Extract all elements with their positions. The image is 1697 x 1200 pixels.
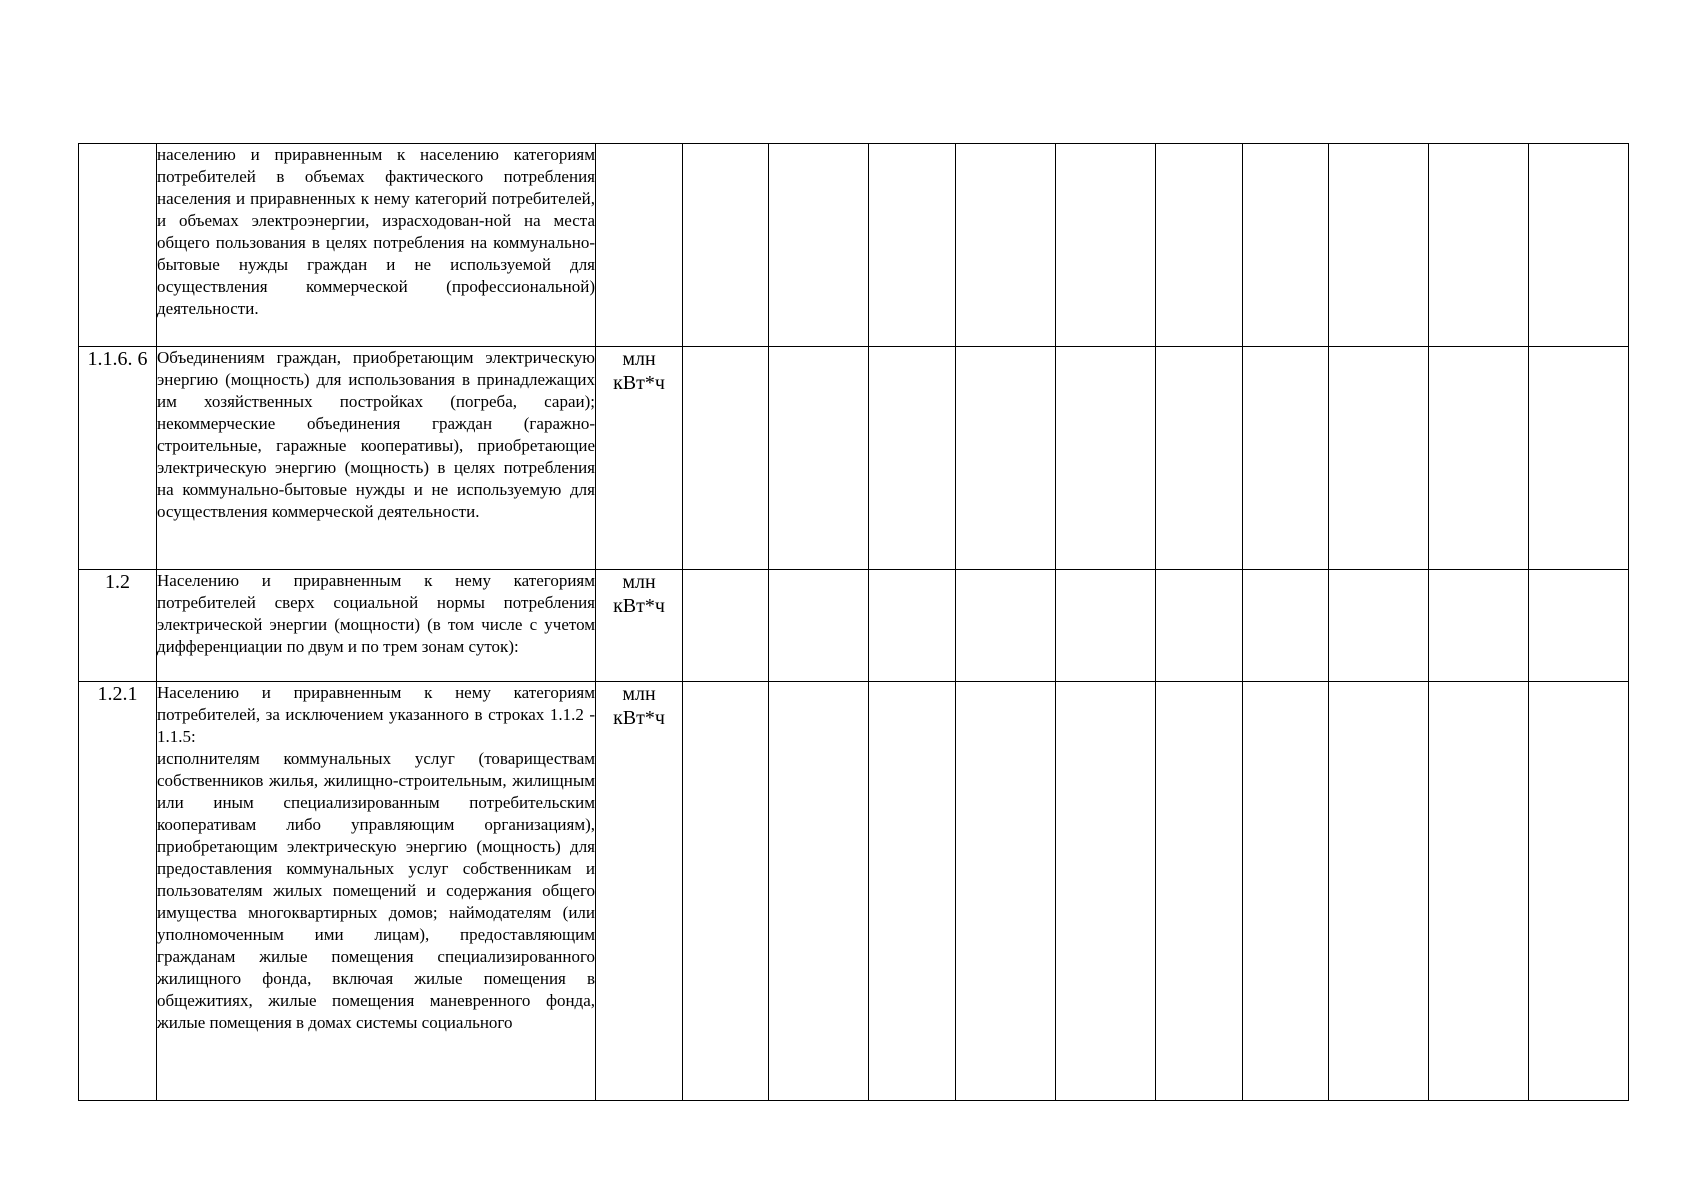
value-cell [1056, 347, 1156, 570]
value-cell [1156, 682, 1243, 1101]
row-description: Населению и приравненным к нему категориям потребителей сверх социальной нормы потребления электрической энергии (мощности) (в том числе с учетом дифференциации по двум и по трем зонам суток): [157, 570, 596, 682]
value-cell [956, 570, 1056, 682]
row-unit: млн кВт*ч [596, 347, 683, 570]
value-cell [1329, 144, 1429, 347]
row-description: Объединениям граждан, приобретающим электрическую энергию (мощность) для использования в принадлежащих им хозяйственных постройках (погреба, сараи); некоммерческие объединения граждан (гаражно-строительные, гаражные кооперативы), приобретающие электрическую энергию (мощность) в целях потребления на коммунально-бытовые нужды и не используемую для осуществления коммерческой деятельности. [157, 347, 596, 570]
value-cell [1429, 347, 1529, 570]
row-unit: млн кВт*ч [596, 570, 683, 682]
value-cell [869, 144, 956, 347]
value-cell [683, 144, 769, 347]
value-cell [869, 570, 956, 682]
value-cell [1329, 570, 1429, 682]
value-cell [956, 144, 1056, 347]
row-number: 1.2 [79, 570, 157, 682]
value-cell [1243, 347, 1329, 570]
value-cell [1529, 570, 1629, 682]
row-description: населению и приравненным к населению категориям потребителей в объемах фактического потребления населения и приравненных к нему категорий потребителей, и объемах электроэнергии, израсходован-ной на места общего пользования в целях потребления на коммунально-бытовые нужды граждан и не используемой для осуществления коммерческой (профессиональной) деятельности. [157, 144, 596, 347]
value-cell [869, 682, 956, 1101]
value-cell [1156, 570, 1243, 682]
value-cell [683, 347, 769, 570]
value-cell [1156, 347, 1243, 570]
value-cell [1429, 144, 1529, 347]
value-cell [1429, 570, 1529, 682]
value-cell [683, 682, 769, 1101]
value-cell [1243, 144, 1329, 347]
table-row [79, 144, 1629, 347]
row-unit [596, 144, 683, 347]
row-number [79, 144, 157, 347]
table-row [79, 347, 1629, 570]
value-cell [1329, 347, 1429, 570]
value-cell [1156, 144, 1243, 347]
value-cell [1529, 144, 1629, 347]
table-row [79, 570, 1629, 682]
value-cell [1056, 144, 1156, 347]
value-cell [683, 570, 769, 682]
value-cell [769, 347, 869, 570]
table-row [79, 682, 1629, 1101]
value-cell [1243, 682, 1329, 1101]
row-number: 1.2.1 [79, 682, 157, 1101]
value-cell [1056, 682, 1156, 1101]
row-number: 1.1.6. 6 [79, 347, 157, 570]
value-cell [956, 347, 1056, 570]
value-cell [1429, 682, 1529, 1101]
value-cell [1243, 570, 1329, 682]
value-cell [1056, 570, 1156, 682]
value-cell [769, 570, 869, 682]
value-cell [769, 682, 869, 1101]
row-unit: млн кВт*ч [596, 682, 683, 1101]
value-cell [1529, 682, 1629, 1101]
row-description: Населению и приравненным к нему категориям потребителей, за исключением указанного в строках 1.1.2 - 1.1.5: исполнителям коммунальных услуг (товариществам собственников жилья, жилищно-строительным, жилищным или иным специализированным потребительским кооперативам либо управляющим организациям), приобретающим электрическую энергию (мощность) для предоставления коммунальных услуг собственникам и пользователям жилых помещений и содержания общего имущества многоквартирных домов; наймодателям (или уполномоченным ими лицам), предоставляющим гражданам жилые помещения специализированного жилищного фонда, включая жилые помещения в общежитиях, жилые помещения маневренного фонда, жилые помещения в домах системы социального [157, 682, 596, 1101]
value-cell [869, 347, 956, 570]
value-cell [1529, 347, 1629, 570]
document-page [78, 143, 1628, 1101]
value-cell [1329, 682, 1429, 1101]
value-cell [956, 682, 1056, 1101]
value-cell [769, 144, 869, 347]
data-table [78, 143, 1629, 1101]
